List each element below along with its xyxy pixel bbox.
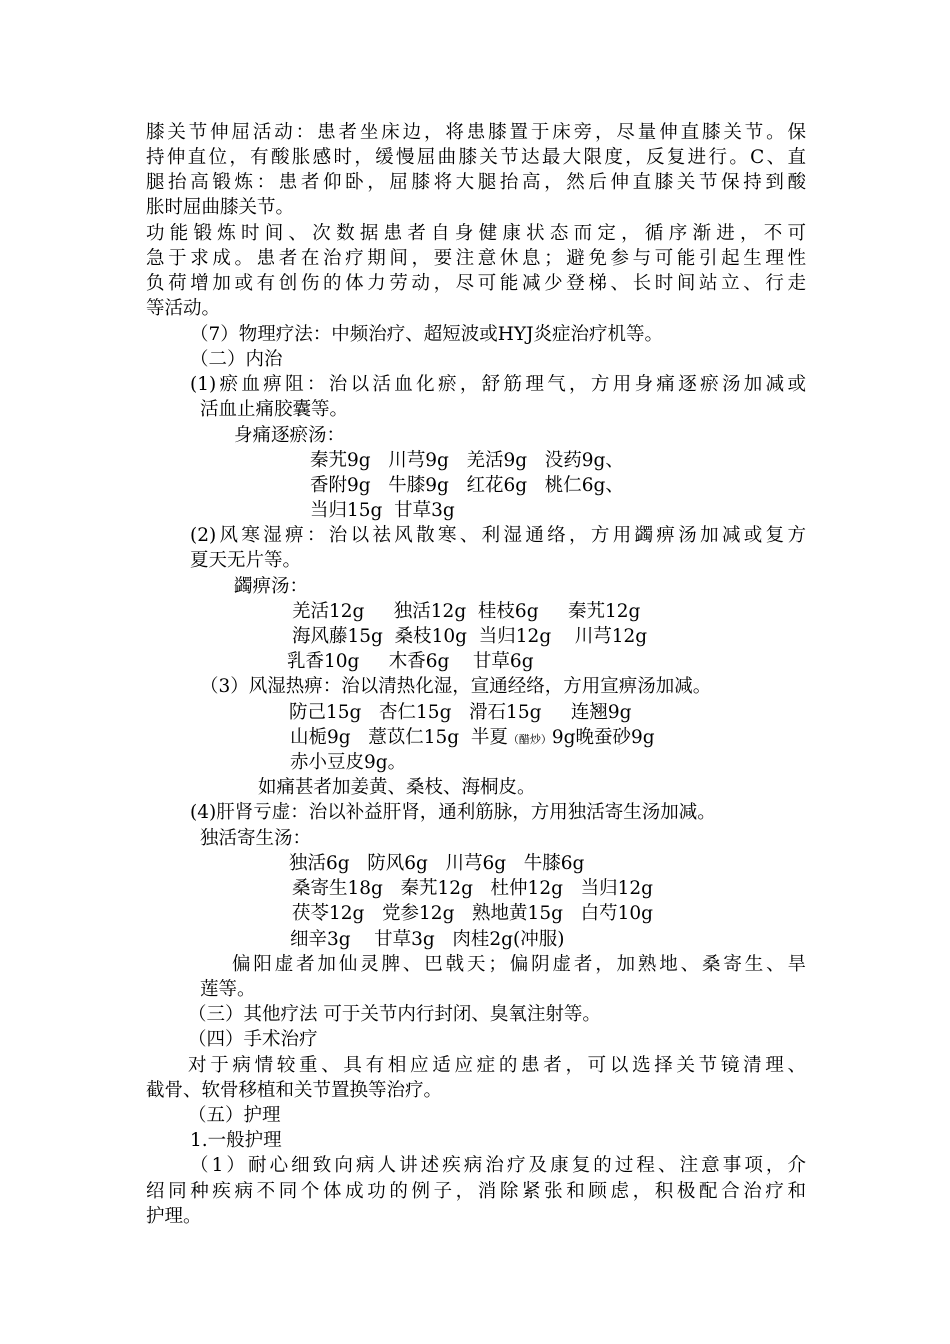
section-heading-shoushu: （四）手术治疗 (188, 1029, 318, 1050)
text-line: 对于病情较重、具有相应适应症的患者，可以选择关节镜清理、 (188, 1055, 806, 1076)
prescription-text: 山栀9g 薏苡仁15g 半夏 (290, 727, 508, 748)
prescription-line: 羌活12g 独活12g 桂枝6g 秦艽12g (292, 601, 641, 622)
text-line: 莲等。 (200, 979, 256, 1000)
prescription-line: 香附9g 牛膝9g 红花6g 桃仁6g、 (310, 475, 624, 496)
prescription-title: 独活寄生汤： (200, 828, 312, 849)
prescription-line: 海风藤15g 桑枝10g 当归12g 川芎12g (292, 626, 648, 647)
prescription-title: 蠲痹汤： (234, 576, 309, 597)
prescription-note: （醋炒） (507, 733, 552, 746)
text-line: 如痛甚者加姜黄、桑枝、海桐皮。 (258, 777, 536, 798)
text-line: 负荷增加或有创伤的体力劳动，尽可能减少登梯、长时间站立、行走 (146, 273, 806, 294)
text-line: 膝关节伸屈活动：患者坐床边，将患膝置于床旁，尽量伸直膝关节。保 (146, 122, 806, 143)
text-line: 腿抬高锻炼：患者仰卧，屈膝将大腿抬高，然后伸直膝关节保持到酸 (146, 172, 806, 193)
prescription-line: 茯苓12g 党参12g 熟地黄15g 白芍10g (292, 903, 653, 924)
text-line: 急于求成。患者在治疗期间，要注意休息；避免参与可能引起生理性 (146, 248, 806, 269)
text-line: 胀时屈曲膝关节。 (146, 197, 295, 218)
prescription-line: 赤小豆皮9g。 (290, 752, 407, 773)
section-physio: （7）物理疗法：中频治疗、超短波或HYJ炎症治疗机等。 (190, 324, 664, 345)
prescription-line: 桑寄生18g 秦艽12g 杜仲12g 当归12g (292, 878, 653, 899)
text-line: 持伸直位，有酸胀感时，缓慢屈曲膝关节达最大限度，反复进行。C、直 (146, 147, 806, 168)
text-line: 截骨、软骨移植和关节置换等治疗。 (146, 1080, 443, 1101)
prescription-line: 独活6g 防风6g 川芎6g 牛膝6g (289, 853, 585, 874)
section-heading-huli: （五）护理 (188, 1105, 281, 1126)
prescription-line: 当归15g 甘草3g (310, 500, 455, 521)
text-line: 护理。 (146, 1206, 202, 1227)
prescription-line: 乳香10g 木香6g 甘草6g (287, 651, 534, 672)
text-line: （1）耐心细致向病人讲述疾病治疗及康复的过程、注意事项，介 (190, 1155, 806, 1176)
text-line: 偏阳虚者加仙灵脾、巴戟天；偏阴虚者，加熟地、桑寄生、旱 (232, 954, 806, 975)
text-line: (1)瘀血痹阻：治以活血化瘀，舒筋理气，方用身痛逐瘀汤加减或 (190, 374, 806, 395)
prescription-text: 9g晚蚕砂9g (551, 727, 655, 748)
prescription-line (290, 726, 655, 750)
text-line: 等活动。 (146, 298, 221, 319)
section-heading-qita: （三）其他疗法 可于关节内行封闭、臭氧注射等。 (188, 1004, 601, 1025)
prescription-line: 秦艽9g 川芎9g 羌活9g 没药9g、 (310, 450, 624, 471)
prescription-title: 身痛逐瘀汤： (234, 425, 346, 446)
prescription-line: 防己15g 杏仁15g 滑石15g 连翘9g (289, 702, 632, 723)
text-line: (4)肝肾亏虚：治以补益肝肾，通利筋脉，方用独活寄生汤加减。 (190, 802, 716, 823)
text-line: 活血止痛胶囊等。 (200, 399, 349, 420)
text-line: 夏天无片等。 (190, 550, 302, 571)
section-heading-neizhi: （二）内治 (190, 349, 283, 370)
text-line: (2)风寒湿痹：治以祛风散寒、利湿通络，方用蠲痹汤加减或复方 (190, 525, 806, 546)
text-line: 绍同种疾病不同个体成功的例子，消除紧张和顾虑，积极配合治疗和 (146, 1181, 806, 1202)
text-line: （3）风湿热痹：治以清热化湿，宣通经络，方用宣痹汤加减。 (200, 676, 712, 697)
text-line: 功能锻炼时间、次数据患者自身健康状态而定，循序渐进，不可 (146, 223, 806, 244)
prescription-line: 细辛3g 甘草3g 肉桂2g(冲服) (290, 929, 565, 950)
subsection-heading: 1.一般护理 (190, 1130, 282, 1151)
